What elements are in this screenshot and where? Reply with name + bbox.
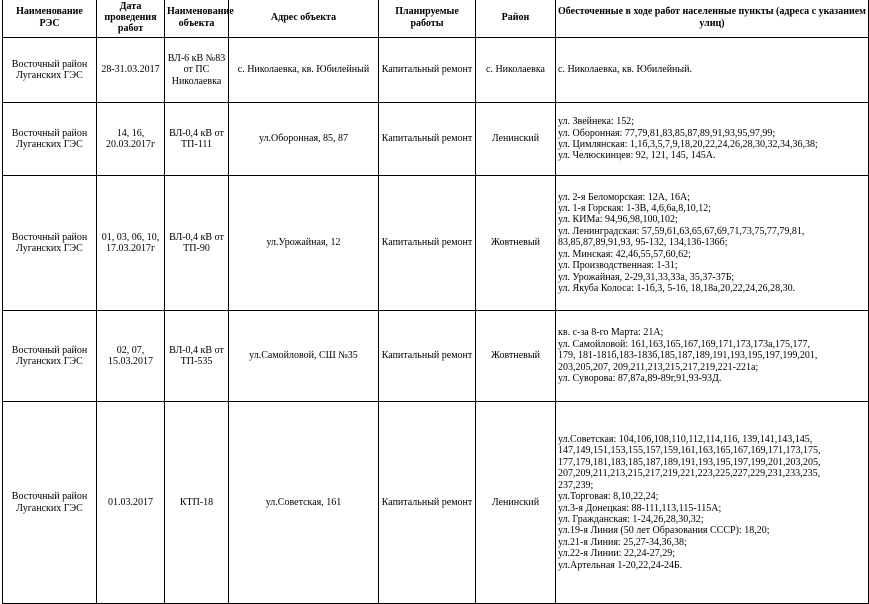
- cell-affected: [556, 38, 869, 103]
- affected-line: 83,85,87,89,91,93, 95-132, 134,136-136б;: [558, 237, 728, 249]
- table-row: [3, 103, 869, 176]
- affected-line: ул.Советская: 104,106,108,110,112,114,116, 139,141,143,145,: [558, 434, 813, 446]
- cell-district: Жовтневый: [476, 311, 556, 402]
- header-res: Наименование РЭС: [3, 0, 97, 38]
- affected-line: ул. Оборонная: 77,79,81,83,85,87,89,91,93,95,97,99;: [558, 127, 776, 139]
- affected-line: ул. 2-я Беломорская: 12А, 16А;: [558, 191, 690, 203]
- cell-address: ул.Урожайная, 12: [229, 176, 379, 311]
- affected-line: кв. с-за 8-го Марта: 21А;: [558, 327, 664, 339]
- affected-line: ул.19-я Линия (50 лет Образования СССР): 18,20;: [558, 525, 770, 537]
- cell-res: Восточный район Луганских ГЭС: [3, 311, 97, 402]
- cell-object: ВЛ-0,4 кВ от ТП-535: [165, 311, 229, 402]
- cell-address: с. Николаевка, кв. Юбилейный: [229, 38, 379, 103]
- affected-line: с. Николаевка, кв. Юбилейный.: [558, 64, 692, 76]
- table-row: [3, 176, 869, 311]
- affected-line: ул. 1-я Горская: 1-3В, 4,6,6а,8,10,12;: [558, 203, 712, 215]
- header-affected: Обесточенные в ходе работ населенные пункты (адреса с указанием улиц): [556, 0, 869, 38]
- cell-district: с. Николаевка: [476, 38, 556, 103]
- cell-dates: 28-31.03.2017: [97, 38, 165, 103]
- cell-object: ВЛ-0,4 кВ от ТП-90: [165, 176, 229, 311]
- cell-dates: 02, 07, 15.03.2017: [97, 311, 165, 402]
- affected-line: ул.Артельная 1-20,22,24-24Б.: [558, 559, 683, 571]
- affected-line: ул. Производственная: 1-31;: [558, 260, 678, 272]
- cell-address: ул.Самойловой, СШ №35: [229, 311, 379, 402]
- affected-line: ул. Гражданская: 1-24,26,28,30,32;: [558, 513, 704, 525]
- cell-district: Ленинский: [476, 103, 556, 176]
- cell-dates: 01.03.2017: [97, 402, 165, 604]
- affected-line: ул.3-я Донецкая: 88-111,113,115-115А;: [558, 502, 722, 514]
- header-planned: Планируемые работы: [379, 0, 476, 38]
- affected-line: 177,179,181,183,185,187,189,191,193,195,197,199,201,203,205,: [558, 456, 821, 468]
- cell-district: Ленинский: [476, 402, 556, 604]
- cell-planned: Капитальный ремонт: [379, 402, 476, 604]
- affected-line: 237,239;: [558, 479, 594, 491]
- cell-object: КТП-18: [165, 402, 229, 604]
- cell-address: ул.Советская, 161: [229, 402, 379, 604]
- affected-line: ул.Торговая: 8,10,22,24;: [558, 491, 659, 503]
- cell-planned: Капитальный ремонт: [379, 103, 476, 176]
- affected-line: ул.22-я Линии: 22,24-27,29;: [558, 548, 676, 560]
- affected-line: ул. КИМа: 94,96,98,100,102;: [558, 214, 678, 226]
- affected-line: 179, 181-181б,183-183б,185,187,189,191,193,195,197,199,201,: [558, 350, 818, 362]
- affected-line: ул.21-я Линия: 25,27-34,36,38;: [558, 536, 687, 548]
- affected-line: ул. Урожайная, 2-29,31,33,33а, 35,37-37Б;: [558, 271, 735, 283]
- cell-res: Восточный район Луганских ГЭС: [3, 103, 97, 176]
- affected-line: ул. Звейнека: 152;: [558, 116, 635, 128]
- affected-line: 147,149,151,153,155,157,159,161,163,165,167,169,171,173,175,: [558, 445, 821, 457]
- outage-table: [2, 0, 869, 604]
- header-dates: Дата проведения работ: [97, 0, 165, 38]
- header-row: [3, 0, 869, 38]
- cell-object: ВЛ-6 кВ №83 от ПС Николаевка: [165, 38, 229, 103]
- cell-res: Восточный район Луганских ГЭС: [3, 402, 97, 604]
- table-row: [3, 402, 869, 604]
- header-district: Район: [476, 0, 556, 38]
- table-row: [3, 38, 869, 103]
- affected-line: ул. Цимлянская: 1,1б,3,5,7,9,18,20,22,24,26,28,30,32,34,36,38;: [558, 139, 818, 150]
- cell-address: ул.Оборонная, 85, 87: [229, 103, 379, 176]
- affected-line: ул. Якуба Колоса: 1-1б,3, 5-16, 18,18а,20,22,24,26,28,30.: [558, 282, 796, 294]
- affected-line: ул. Минская: 42,46,55,57,60,62;: [558, 248, 691, 260]
- header-object: Наименование объекта: [165, 0, 229, 38]
- affected-line: ул. Ленинградская: 57,59,61,63,65,67,69,71,73,75,77,79,81,: [558, 225, 805, 237]
- cell-affected: [556, 103, 869, 176]
- cell-dates: 01, 03, 06, 10, 17.03.2017г: [97, 176, 165, 311]
- cell-affected: [556, 402, 869, 604]
- cell-affected: [556, 311, 869, 402]
- cell-res: Восточный район Луганских ГЭС: [3, 176, 97, 311]
- cell-district: Жовтневый: [476, 176, 556, 311]
- cell-dates: 14, 16, 20.03.2017г: [97, 103, 165, 176]
- affected-line: 207,209,211,213,215,217,219,221,223,225,227,229,231,233,235,: [558, 468, 821, 480]
- affected-line: ул. Челюскинцев: 92, 121, 145, 145А.: [558, 150, 716, 162]
- cell-planned: Капитальный ремонт: [379, 38, 476, 103]
- affected-line: 203,205,207, 209,211,213,215,217,219,221-221а;: [558, 361, 759, 373]
- cell-object: ВЛ-0,4 кВ от ТП-111: [165, 103, 229, 176]
- cell-planned: Капитальный ремонт: [379, 311, 476, 402]
- header-address: Адрес объекта: [229, 0, 379, 38]
- affected-line: ул. Самойловой: 161,163,165,167,169,171,173,173а,175,177,: [558, 338, 811, 350]
- table-row: [3, 311, 869, 402]
- cell-affected: [556, 176, 869, 311]
- cell-planned: Капитальный ремонт: [379, 176, 476, 311]
- cell-res: Восточный район Луганских ГЭС: [3, 38, 97, 103]
- affected-line: ул. Суворова: 87,87а,89-89г,91,93-93Д.: [558, 373, 722, 385]
